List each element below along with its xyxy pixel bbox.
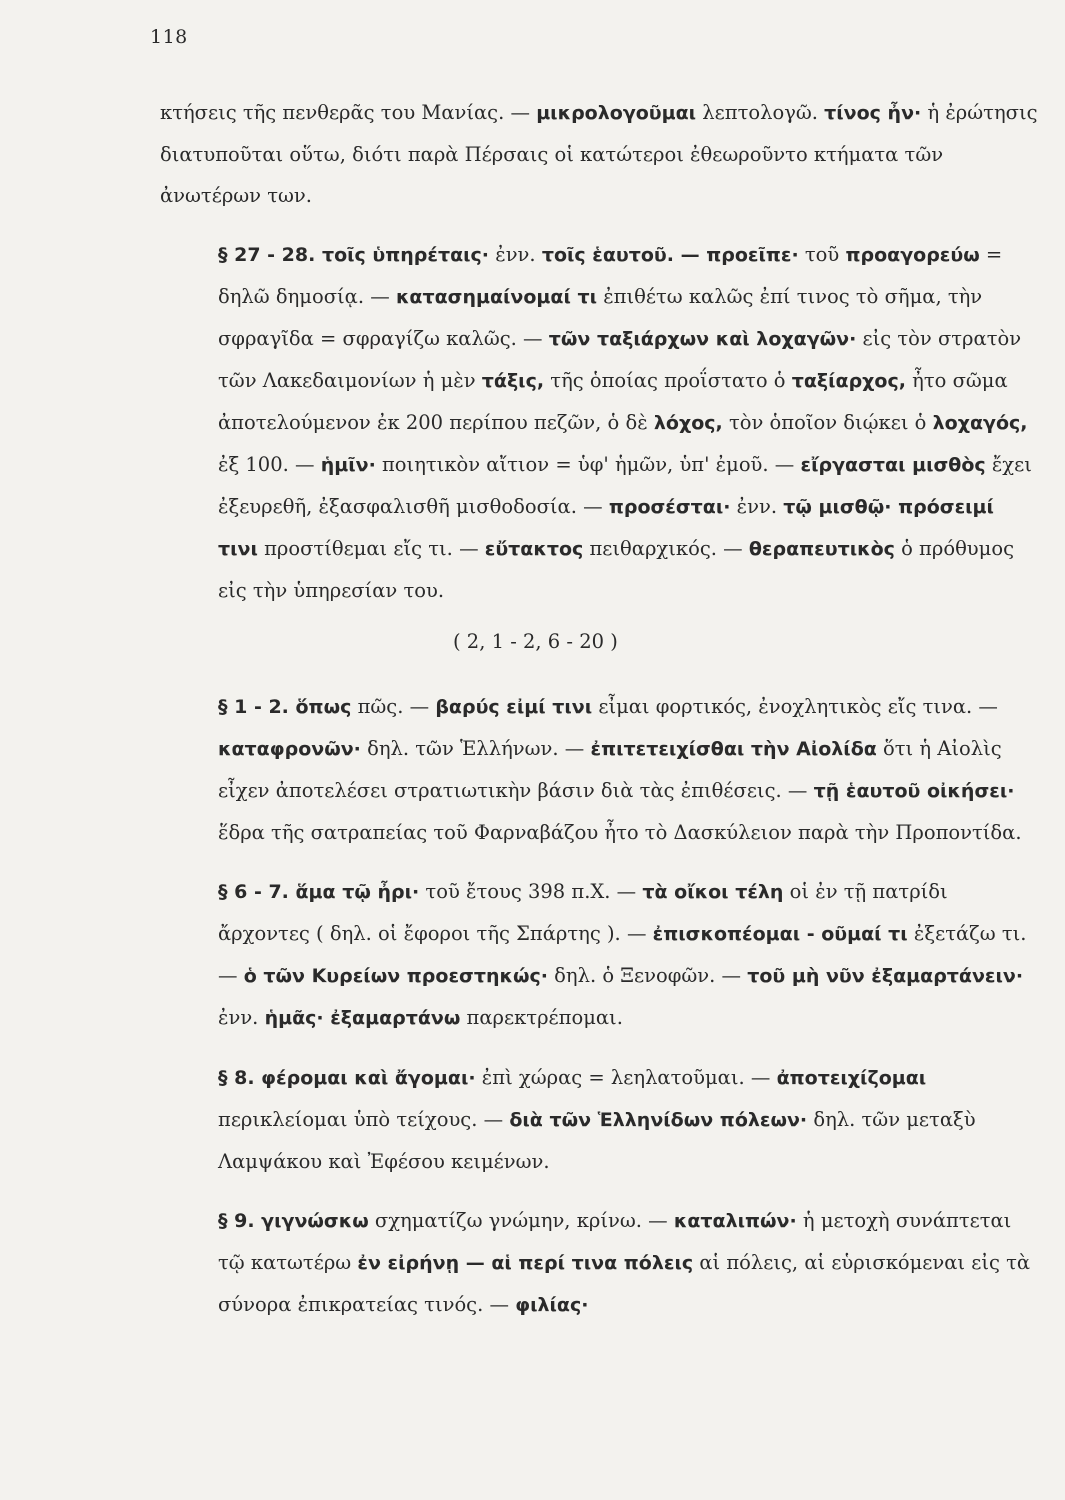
bold-term: τῷ μισθῷ· πρόσειμί τινι [218, 496, 994, 560]
bold-term: λοχαγός, [932, 412, 1028, 434]
bold-term: καταλιπών· [673, 1210, 797, 1232]
bold-term: φιλίας· [515, 1294, 589, 1316]
gloss-text: = δηλῶ δημοσίᾳ. — [218, 243, 1003, 308]
gloss-text: αἱ πόλεις, αἱ εὑρισκόμεναι εἰς τὰ σύνορα ἐπικρατείας τινός. — [218, 1251, 1031, 1316]
bold-term: διὰ τῶν Ἑλληνίδων πόλεων· [509, 1109, 808, 1131]
paragraph-1-2 [160, 686, 1040, 853]
bold-term: μικρολογοῦμαι [536, 102, 697, 124]
bold-term: προσέσται· [608, 496, 731, 518]
gloss-text: περικλείομαι ὑπὸ τείχους. — [218, 1108, 510, 1131]
bold-term: τίνος ἦν· [824, 102, 922, 124]
bold-term: κατασημαίνομαί τι [395, 286, 598, 308]
gloss-text: εἶμαι φορτικός, ἐνοχλητικὸς εἴς τινα. — [592, 695, 998, 718]
bold-term: ἐπιτετειχίσθαι τὴν Αἰολίδα [590, 738, 877, 760]
gloss-text: ἐνν. [218, 1006, 265, 1029]
gloss-text: ἦτο σῶμα ἀποτελούμενον ἐκ 200 περίπου πεζῶν, ὁ δὲ [218, 369, 1008, 434]
bold-term: ὁ τῶν Κυρείων προεστηκώς· [243, 965, 548, 987]
bold-term: ἡμῖν· [320, 454, 376, 476]
page-number: 118 [150, 26, 188, 48]
page-content [160, 92, 1040, 1326]
bold-term: ἐν εἰρήνῃ — αἱ περί τινα πόλεις [357, 1252, 694, 1274]
bold-term: § 8. φέρομαι καὶ ἄγομαι· [218, 1067, 476, 1089]
gloss-text: παρεκτρέπομαι. [460, 1006, 623, 1029]
gloss-text: ὁ πρόθυμος εἰς τὴν ὑπηρεσίαν του. [218, 537, 1014, 602]
bold-term: τοῖς ἑαυτοῦ. — προεῖπε· [541, 244, 799, 266]
gloss-text: ἔχει ἐξευρεθῆ, ἐξασφαλισθῆ μισθοδοσία. — [218, 453, 1032, 518]
gloss-text: ἐξ 100. — [218, 453, 321, 476]
gloss-text: ἡ ἐρώτησις διατυποῦται οὕτω, διότι παρὰ Πέρσαις οἱ κατώτεροι ἐθεωροῦντο κτήματα τῶν ἀνωτέρων των. [160, 101, 1038, 207]
gloss-text: κτήσεις τῆς πενθερᾶς του Μανίας. — [160, 101, 537, 124]
gloss-text: τῆς ὁποίας προΐστατο ὁ [544, 369, 792, 392]
gloss-text: ἡ μετοχὴ συνάπτεται τῷ κατωτέρω [218, 1209, 1012, 1274]
bold-term: εὔτακτος [484, 538, 584, 560]
bold-term: θεραπευτικὸς [748, 538, 895, 560]
bold-term: § 1 - 2. ὅπως [218, 696, 352, 718]
gloss-text: ποιητικὸν αἴτιον = ὑφ' ἡμῶν, ὑπ' ἐμοῦ. — [375, 453, 801, 476]
paragraph-intro [160, 92, 1040, 216]
gloss-text: δηλ. ὁ Ξενοφῶν. — [547, 964, 748, 987]
gloss-text: ἐπὶ χώρας = λεηλατοῦμαι. — [475, 1066, 777, 1089]
paragraph-8 [160, 1057, 1040, 1182]
gloss-text: πειθαρχικός. — [583, 537, 749, 560]
bold-term: ἡμᾶς· ἐξαμαρτάνω [264, 1007, 461, 1029]
gloss-text: εἰς τὸν στρατὸν τῶν Λακεδαιμονίων ἡ μὲν [218, 327, 1022, 392]
gloss-text: πῶς. — [351, 695, 436, 718]
bold-term: τῇ ἑαυτοῦ οἰκήσει· [813, 780, 1015, 802]
gloss-text: ἐνν. [489, 243, 542, 266]
bold-term: εἴργασται μισθὸς [800, 454, 986, 476]
gloss-text: ὅτι ἡ Αἰολὶς εἶχεν ἀποτελέσει στρατιωτικὴν βάσιν διὰ τὰς ἐπιθέσεις. — [218, 737, 1002, 802]
section-heading: ( 2, 1 - 2, 6 - 20 ) [453, 630, 618, 653]
gloss-text: λεπτολογῶ. [696, 101, 825, 124]
bold-term: ταξίαρχος, [791, 370, 906, 392]
bold-term: § 9. γιγνώσκω [218, 1210, 369, 1232]
bold-term: τοῦ μὴ νῦν ἐξαμαρτάνειν· [747, 965, 1024, 987]
gloss-text: ἐπιθέτω καλῶς ἐπί τινος τὸ σῆμα, τὴν σφραγῖδα = σφραγίζω καλῶς. — [218, 285, 983, 350]
gloss-text: τοῦ ἔτους 398 π.Χ. — [419, 880, 643, 903]
paragraph-27-28 [160, 234, 1040, 611]
bold-term: τάξις, [481, 370, 545, 392]
bold-term: ἀποτειχίζομαι [776, 1067, 927, 1089]
gloss-text: τοῦ [798, 243, 846, 266]
bold-term: καταφρονῶν· [218, 738, 361, 760]
bold-term: τὰ οἴκοι τέλη [642, 881, 784, 903]
gloss-text: ἐξετάζω τι. — [218, 922, 1027, 987]
gloss-text: οἱ ἐν τῇ πατρίδι ἄρχοντες ( δηλ. οἱ ἔφοροι τῆς Σπάρτης ). — [218, 880, 948, 945]
gloss-text: ἕδρα τῆς σατραπείας τοῦ Φαρναβάζου ἦτο τὸ Δασκύλειον παρὰ τὴν Προποντίδα. [218, 821, 1022, 844]
gloss-text: ἐνν. [730, 495, 784, 518]
bold-term: § 6 - 7. ἅμα τῷ ἦρι· [218, 881, 420, 903]
bold-term: ἐπισκοπέομαι - οῦμαί τι [652, 923, 908, 945]
gloss-text: σχηματίζω γνώμην, κρίνω. — [368, 1209, 674, 1232]
paragraph-9 [160, 1200, 1040, 1326]
bold-term: λόχος, [653, 412, 723, 434]
paragraph-6-7 [160, 871, 1040, 1039]
gloss-text: προστίθεμαι εἴς τι. — [257, 537, 485, 560]
gloss-text: τὸν ὁποῖον διῴκει ὁ [722, 411, 933, 434]
gloss-text: δηλ. τῶν μεταξὺ Λαμψάκου καὶ Ἐφέσου κειμένων. [218, 1108, 976, 1173]
bold-term: προαγορεύω [845, 244, 980, 266]
bold-term: βαρύς εἰμί τινι [435, 696, 593, 718]
bold-term: § 27 - 28. τοῖς ὑπηρέταις· [218, 244, 490, 266]
bold-term: τῶν ταξιάρχων καὶ λοχαγῶν· [548, 328, 857, 350]
gloss-text: δηλ. τῶν Ἑλλήνων. — [360, 737, 591, 760]
